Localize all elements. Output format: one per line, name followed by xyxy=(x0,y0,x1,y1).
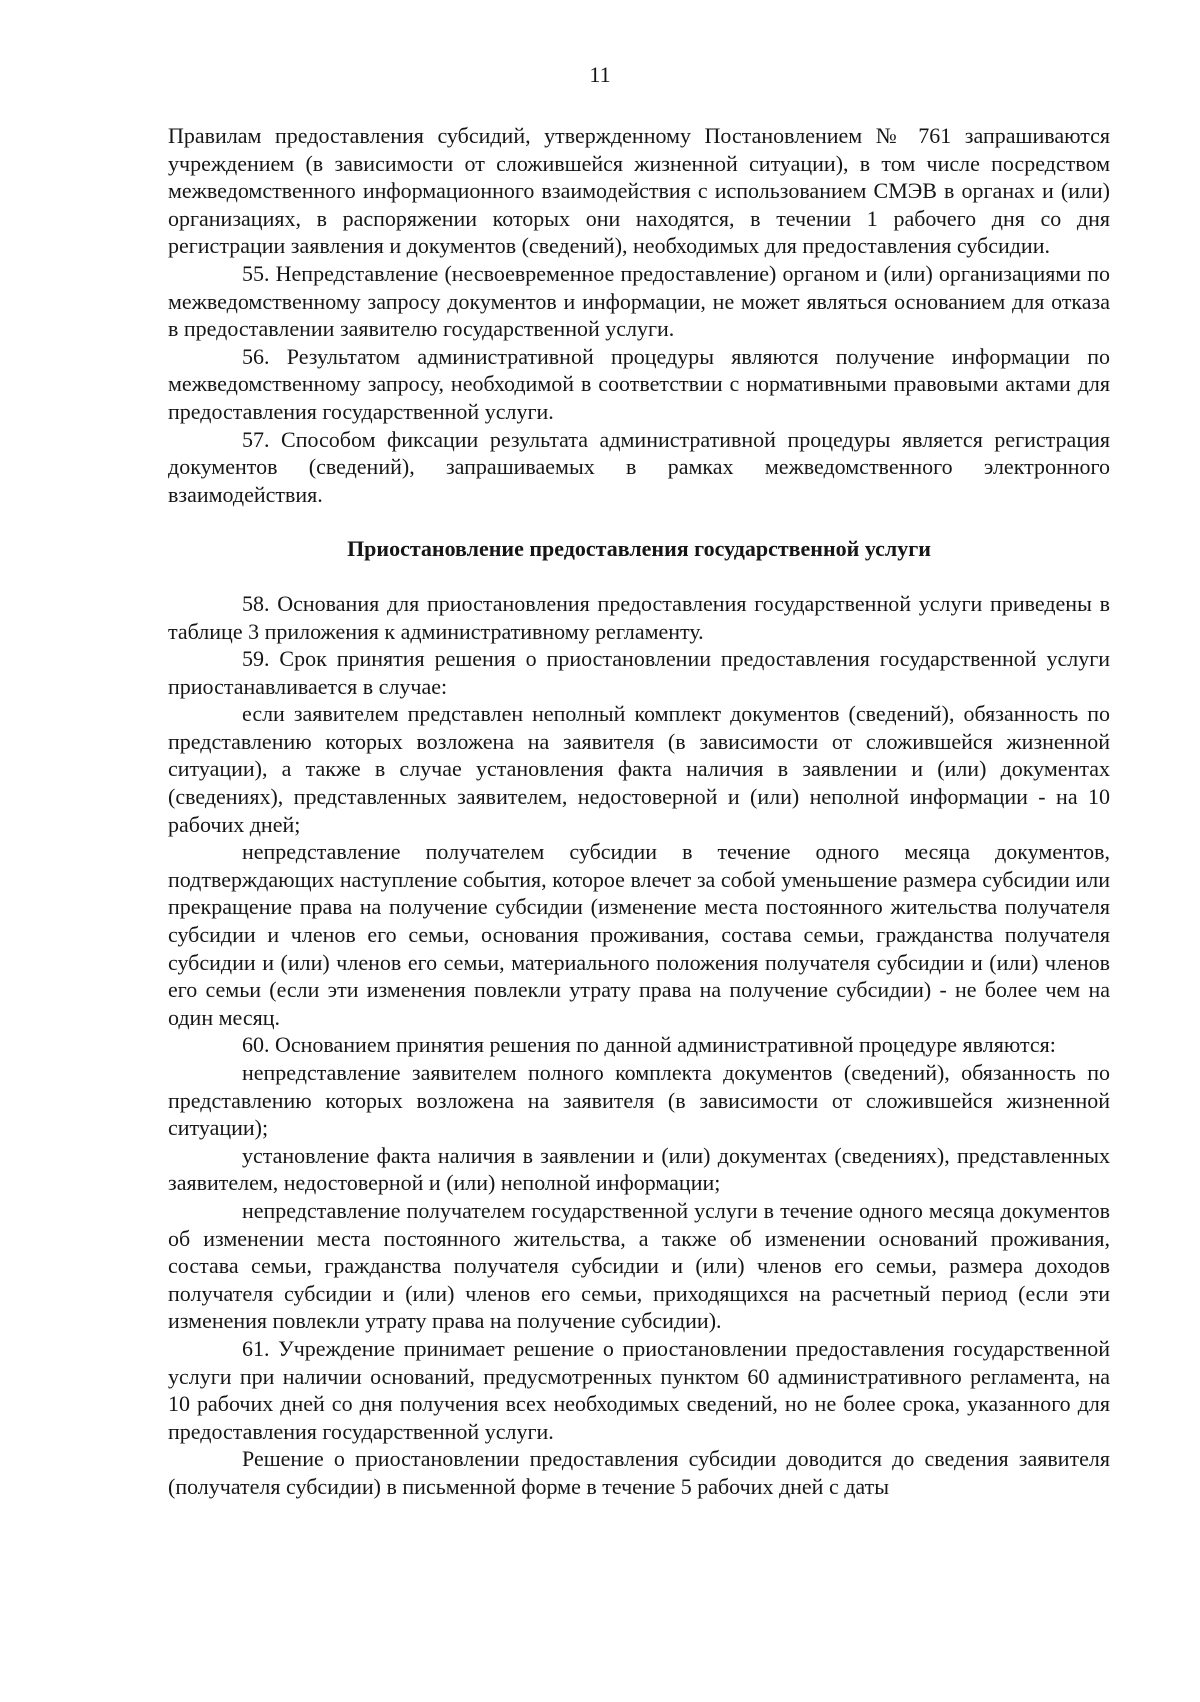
paragraph-60-ground-3: непредставление получателем государственной услуги в течение одного месяца документов об изменении места постоянного жительства, а также об изменении оснований проживания, состава семьи, гражданства получателя субсидии и (или) членов его семьи, размера доходов получателя субсидии и (или) членов его семьи, приходящихся на расчетный период (если эти изменения повлекли утрату права на получение субсидии). xyxy=(168,1197,1110,1334)
document-body xyxy=(168,122,1110,1501)
paragraph-continuation: Правилам предоставления субсидий, утвержденному Постановлением № 761 запрашиваются учреждением (в зависимости от сложившейся жизненной ситуации), в том числе посредством межведомственного информационного взаимодействия с использованием СМЭВ в органах и (или) организациях, в распоряжении которых они находятся, в течении 1 рабочего дня со дня регистрации заявления и документов (сведений), необходимых для предоставления субсидии. xyxy=(168,123,1110,259)
paragraph-56: 56. Результатом административной процедуры являются получение информации по межведомственному запросу, необходимой в соответствии с нормативными правовыми актами для предоставления государственной услуги. xyxy=(168,343,1110,424)
paragraph-58: 58. Основания для приостановления предоставления государственной услуги приведены в таблице 3 приложения к административному регламенту. xyxy=(168,590,1110,644)
paragraph-55: 55. Непредставление (несвоевременное предоставление) органом и (или) организациями по межведомственному запросу документов и информации, не может являться основанием для отказа в предоставлении заявителю государственной услуги. xyxy=(168,260,1110,342)
paragraph-59: 59. Срок принятия решения о приостановлении предоставления государственной услуги приостанавливается в случае: xyxy=(168,646,1110,699)
paragraph-59-case-2: непредставление получателем субсидии в течение одного месяца документов, подтверждающих наступление события, которое влечет за собой уменьшение размера субсидии или прекращение права на получение субсидии (изменение места постоянного жительства получателя субсидии и членов его семьи, основания проживания, состава семьи, гражданства получателя субсидии и (или) членов его семьи, материального положения получателя субсидии и (или) членов его семьи (если эти изменения повлекли утрату права на получение субсидии) - не более чем на один месяц. xyxy=(168,839,1110,1030)
paragraph-60-ground-1: непредставление заявителем полного комплекта документов (сведений), обязанность по представлению которых возложена на заявителя (в зависимости от сложившейся жизненной ситуации); xyxy=(168,1060,1110,1141)
section-heading: Приостановление предоставления государственной услуги xyxy=(347,536,931,562)
paragraph-57: 57. Способом фиксации результата административной процедуры является регистрация документов (сведений), запрашиваемых в рамках межведомственного электронного взаимодействия. xyxy=(168,426,1110,507)
paragraph-60: 60. Основанием принятия решения по данной административной процедуре являются: xyxy=(242,1032,1056,1058)
paragraph-decision: Решение о приостановлении предоставления субсидии доводится до сведения заявителя (получателя субсидии) в письменной форме в течение 5 рабочих дней с даты xyxy=(168,1446,1110,1499)
paragraph-60-ground-2: установление факта наличия в заявлении и (или) документах (сведениях), представленных заявителем, недостоверной и (или) неполной информации; xyxy=(168,1142,1110,1196)
paragraph-59-case-1: если заявителем представлен неполный комплект документов (сведений), обязанность по представлению которых возложена на заявителя (в зависимости от сложившейся жизненной ситуации), а также в случае установления факта наличия в заявлении и (или) документах (сведениях), представленных заявителем, недостоверной и (или) неполной информации - на 10 рабочих дней; xyxy=(168,701,1110,837)
paragraph-61: 61. Учреждение принимает решение о приостановлении предоставления государственной услуги при наличии оснований, предусмотренных пунктом 60 административного регламента, на 10 рабочих дней со дня получения всех необходимых сведений, но не более срока, указанного для предоставления государственной услуги. xyxy=(168,1335,1110,1444)
page-number: 11 xyxy=(589,62,611,87)
